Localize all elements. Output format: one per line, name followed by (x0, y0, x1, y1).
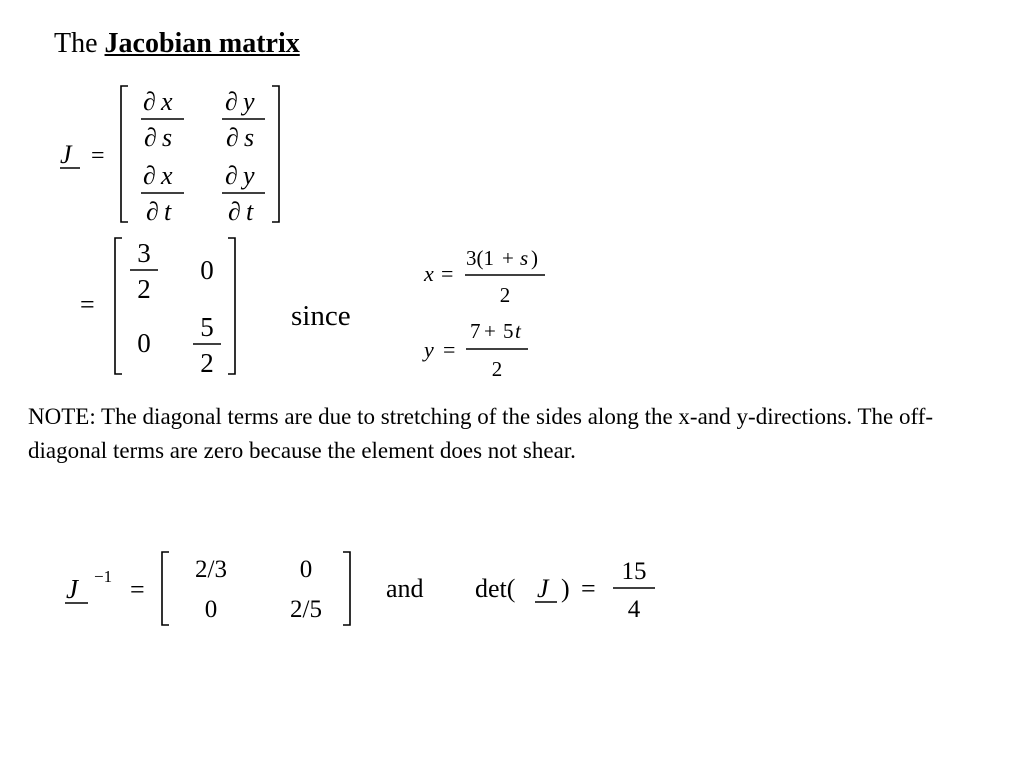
partial-symbol: ∂ (144, 123, 157, 152)
note-paragraph: NOTE: The diagonal terms are due to stretching of the sides along the x-and y-directions. The off-diagonal terms are zero because the element does not shear. (28, 404, 934, 463)
y-mapping-equation (422, 319, 528, 381)
entry-dx-dt (141, 161, 184, 226)
entry-zero-lower: 0 (204, 596, 218, 623)
denominator: 2 (137, 274, 151, 304)
partial-symbol: ∂ (228, 197, 241, 226)
inverse-jacobian-symbol: J (66, 574, 78, 604)
entry-zero-lower: 0 (137, 328, 151, 358)
entry-two-fifths: 2/5 (290, 596, 322, 623)
partial-symbol: ∂ (146, 197, 159, 226)
denominator-variable: s (244, 123, 255, 152)
denominator-variable: t (246, 197, 254, 226)
x-numerator-close: ) (531, 246, 538, 270)
matrix-left-bracket (162, 552, 169, 625)
y-numerator-constant: 7 (470, 319, 481, 343)
and-word: and (386, 574, 424, 603)
denominator: 2 (200, 348, 214, 378)
x-numerator-plus: + (502, 246, 514, 270)
det-equals: = (581, 574, 596, 603)
numerator-variable: x (161, 161, 173, 190)
partial-symbol: ∂ (226, 123, 239, 152)
det-denominator: 4 (627, 596, 641, 623)
inverse-exponent: −1 (94, 567, 113, 586)
x-equals: = (441, 261, 454, 286)
entry-dy-ds (222, 87, 265, 152)
partial-symbol: ∂ (143, 161, 156, 190)
entry-two-thirds: 2/3 (195, 556, 227, 583)
matrix-right-bracket (272, 86, 279, 222)
det-variable: J (537, 574, 549, 603)
entry-zero-upper: 0 (299, 556, 313, 583)
y-numerator-plus: + (484, 319, 496, 343)
jacobian-symbol: J (60, 140, 72, 169)
title-prefix: The (54, 28, 98, 59)
x-numerator-variable: s (520, 246, 529, 270)
jacobian-value (80, 238, 235, 378)
x-variable: x (424, 261, 434, 286)
numerator-variable: y (243, 87, 255, 116)
numerator: 5 (200, 312, 214, 342)
det-label: det( (475, 574, 516, 603)
entry-three-halves (130, 238, 158, 304)
partial-symbol: ∂ (225, 161, 238, 190)
y-denominator: 2 (491, 357, 503, 381)
title-emphasis: Jacobian matrix (104, 28, 300, 59)
jacobian-definition (60, 86, 279, 226)
entry-dy-dt (222, 161, 265, 226)
matrix-right-bracket (343, 552, 350, 625)
numerator-variable: y (243, 161, 255, 190)
y-numerator-variable: t (515, 319, 521, 343)
partial-symbol: ∂ (143, 87, 156, 116)
x-mapping-equation (423, 246, 545, 307)
denominator-variable: s (162, 123, 173, 152)
y-numerator-coefficient: 5 (503, 319, 514, 343)
matrix-left-bracket (121, 86, 128, 222)
det-numerator: 15 (621, 558, 647, 585)
denominator-variable: t (164, 197, 172, 226)
entry-five-halves (193, 312, 221, 378)
y-variable: y (424, 337, 434, 362)
value-equals: = (80, 290, 95, 319)
partial-symbol: ∂ (225, 87, 238, 116)
matrix-right-bracket (228, 238, 235, 374)
inverse-equation (65, 552, 655, 625)
numerator-variable: x (161, 87, 173, 116)
since-label: since (291, 300, 351, 332)
numerator: 3 (137, 238, 151, 268)
x-denominator: 2 (499, 283, 511, 307)
inverse-equals: = (130, 575, 145, 604)
det-close-paren: ) (561, 574, 570, 603)
entry-dx-ds (141, 87, 184, 152)
jacobian-equals: = (91, 143, 105, 169)
entry-zero-upper: 0 (200, 255, 214, 285)
matrix-left-bracket (115, 238, 122, 374)
x-numerator-prefix: 3(1 (466, 246, 494, 270)
y-equals: = (443, 337, 456, 362)
